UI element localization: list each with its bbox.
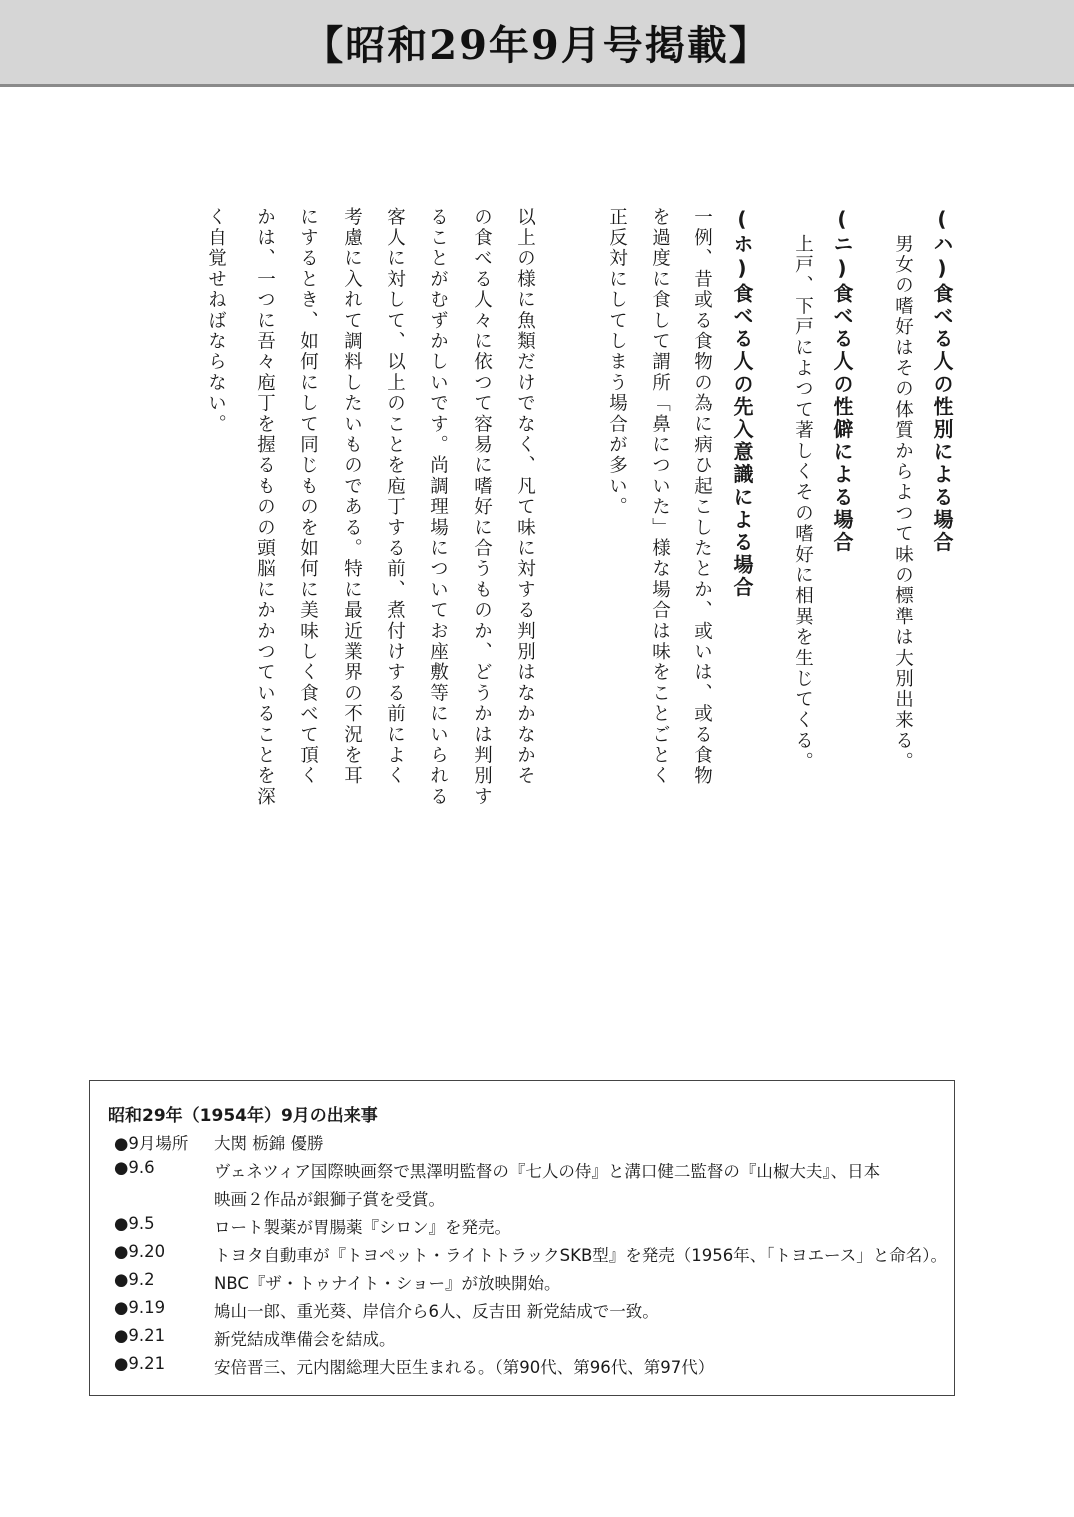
section-text-ho-line: を過度に食して謂所「鼻についた」様な場合は味をことごとく [649,207,671,787]
body-text-line: にするとき、如何にして同じものを如何に美味しく食べて頂く [297,207,319,787]
event-text: トヨタ自動車が『トヨペット・ライトトラックSKB型』を発売（1956年、「トヨエース」と命名）。 [214,1246,947,1265]
body-text-line: の食べる人々に依つて容易に嗜好に合うものか、どうかは判別す [471,207,493,808]
section-text-ha: 男女の嗜好はその体質からよつて味の標準は大別出来る。 [892,234,914,773]
event-date: ●9.20 [114,1242,166,1261]
section-text-ni: 上戸、下戸によつて著しくその嗜好に相異を生じてくる。 [792,234,814,773]
event-text: 新党結成準備会を結成。 [214,1330,396,1349]
body-text-line: 以上の様に魚類だけでなく、凡て味に対する判別はなかなかそ [514,207,536,787]
body-text-line: かは、一つに吾々庖丁を握るものの頭脳にかかつていることを深 [254,207,276,808]
section-text-ho-line: 一例、昔或る食物の為に病ひ起こしたとか、或いは、或る食物 [691,207,713,787]
body-text-line: く自覚せねばならない。 [205,207,227,435]
event-date: ●9.21 [114,1326,166,1345]
body-text-line: ることがむずかしいです。尚調理場についてお座敷等にいられる [427,207,449,808]
page-title: 【昭和29年9月号掲載】 [303,21,771,69]
events-box [89,1080,955,1396]
event-text: 大関 栃錦 優勝 [214,1134,324,1153]
section-heading-ha: (ハ)食べる人の性別による場合 [930,207,954,554]
body-text-line: 客人に対して、以上のことを庖丁する前、煮付けする前によく [384,207,406,787]
event-text: ロート製薬が胃腸薬『シロン』を発売。 [214,1218,511,1237]
event-text: NBC『ザ・トゥナイト・ショー』が放映開始。 [214,1274,561,1293]
event-date: ●9月場所 [114,1134,189,1153]
section-heading-ho: (ホ)食べる人の先入意識による場合 [730,207,754,600]
event-text: 安倍晋三、元内閣総理大臣生まれる。（第90代、第96代、第97代） [214,1358,715,1377]
body-text-line: 考慮に入れて調料したいものである。特に最近業界の不況を耳 [341,207,363,787]
event-date: ●9.6 [114,1158,155,1177]
event-text: 鳩山一郎、重光葵、岸信介ら6人、反吉田 新党結成で一致。 [214,1302,659,1321]
section-text-ho-line: 正反対にしてしまう場合が多い。 [606,207,628,518]
event-text: ヴェネツィア国際映画祭で黒澤明監督の『七人の侍』と溝口健二監督の『山椒大夫』、日本 [214,1162,881,1181]
event-date: ●9.2 [114,1270,155,1289]
section-heading-ni: (ニ)食べる人の性僻による場合 [830,207,854,554]
event-date: ●9.21 [114,1354,166,1373]
event-text: 映画２作品が銀獅子賞を受賞。 [214,1190,445,1209]
event-date: ●9.5 [114,1214,155,1233]
page-header [0,0,1074,87]
event-date: ●9.19 [114,1298,166,1317]
events-title: 昭和29年（1954年）9月の出来事 [108,1106,378,1126]
